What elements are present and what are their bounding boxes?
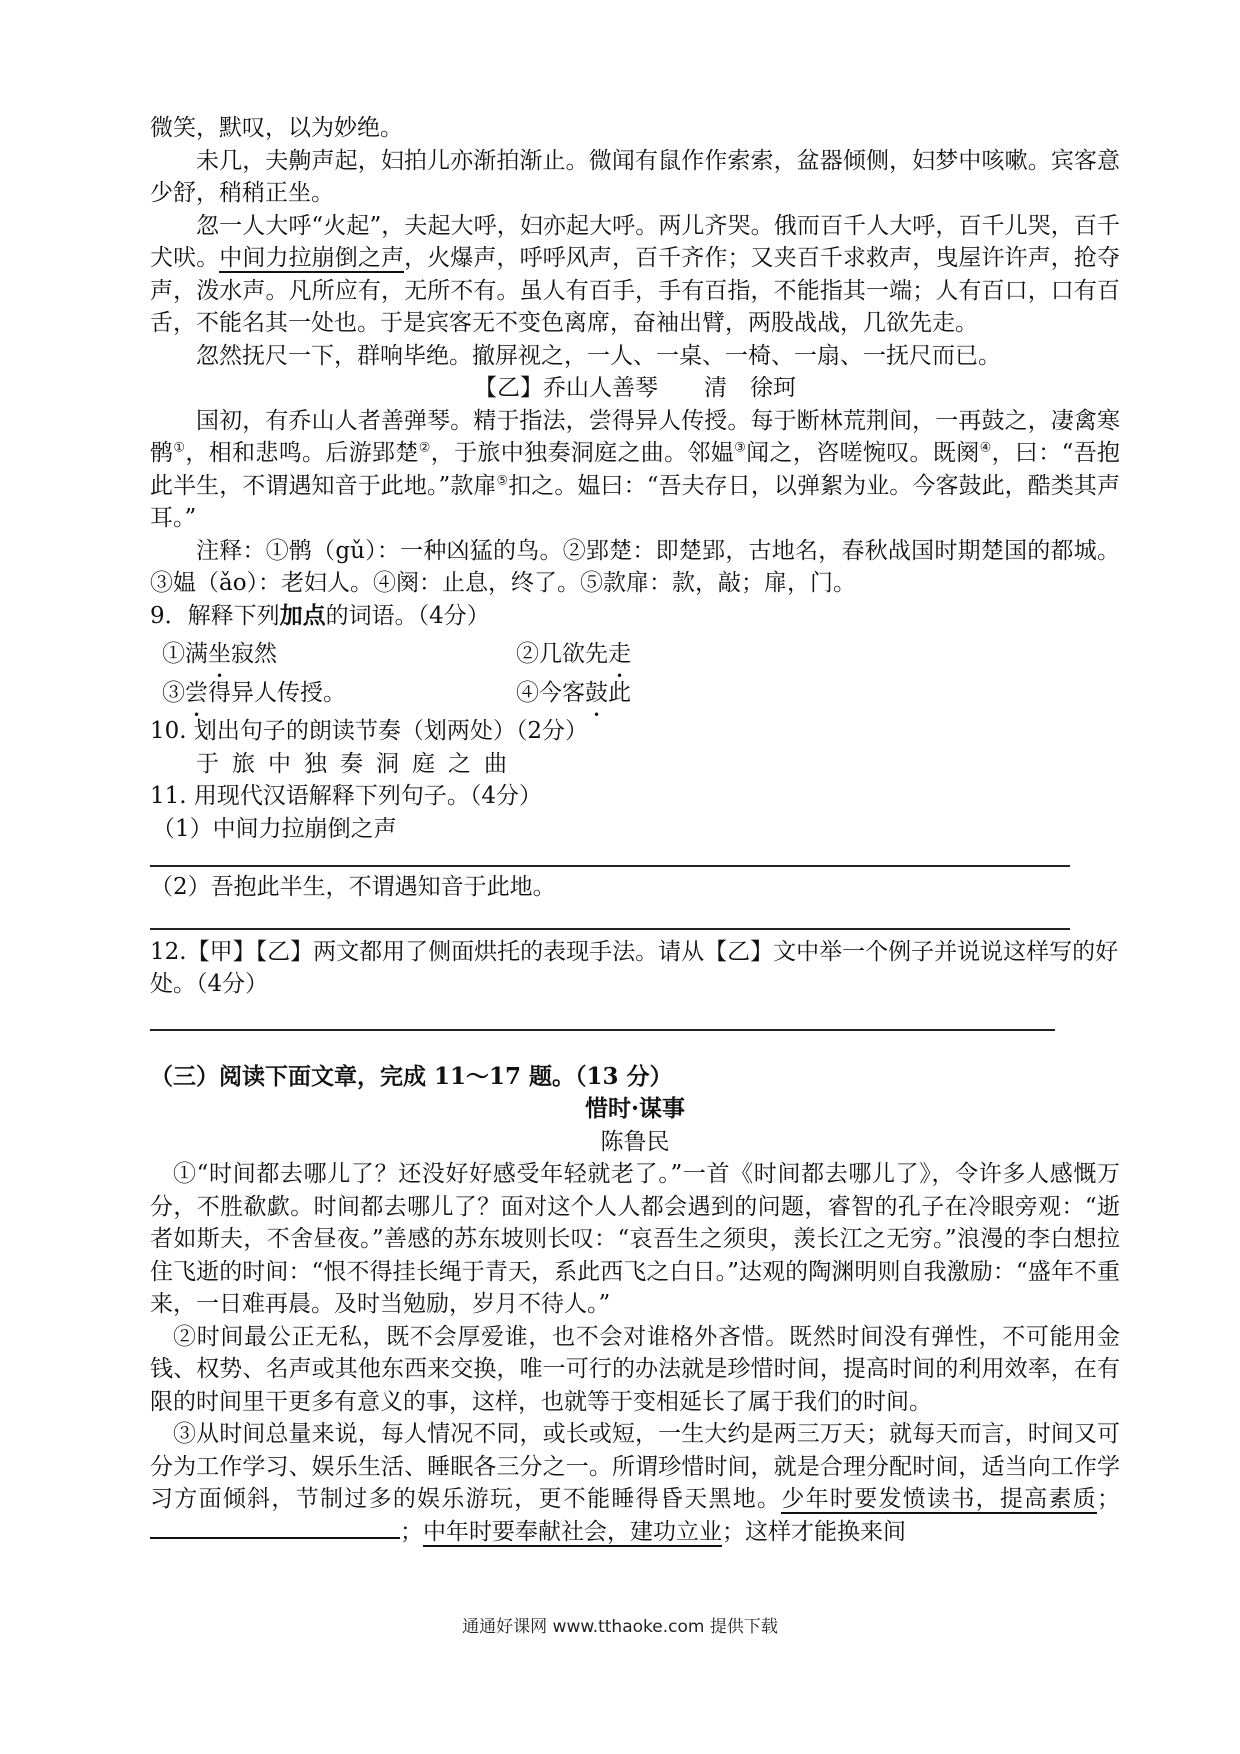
passage-a-paragraph-3: 忽然抚尺一下，群响毕绝。撤屏视之，一人、一桌、一椅、一扇、一抚尺而已。 [196,342,1001,369]
passage-a-paragraph-2: 忽一人大呼“火起”，夫起大呼，妇亦起大呼。两儿齐哭。俄而百千人大呼，百千儿哭，百千犬吠。中间力拉崩倒之声，火爆声，呼呼风声，百千齐作；又夹百千求救声，曳屋许许声，抢夺声，泼水声。凡所应有，无所不有。虽人有百手，手有百指，不能指其一端；人有百口，口有百舌，不能名其一处也。于是宾客无不变色离席，奋袖出臂，两股战战，几欲先走。 [150,212,1121,336]
underlined-phrase: 中间力拉崩倒之声 [219,245,405,271]
article-author: 陈鲁民 [600,1128,670,1155]
option-2: ②几欲先走 [516,641,631,667]
question-11-sentence-2: （2）吾抱此半生，不谓遇知音于此地。 [150,874,556,900]
option-1: ①满坐寂然 [162,641,277,667]
page-footer: 通通好课网 www.tthaoke.com 提供下载 [462,1617,778,1637]
underlined-phrase: 少年时要发愤读书，提高素质 [781,1486,1098,1512]
article-paragraph-1: ①“时间都去哪儿了？还没好好感受年轻就老了。”一首《时间都去哪儿了》，令许多人感慨万分，不胜欷歔。时间都去哪儿了？面对这个人人都会遇到的问题，睿智的孔子在冷眼旁观：“逝者如斯夫，不舍昼夜。”善感的苏东坡则长叹：“哀吾生之须臾，羡长江之无穷。”浪漫的李白想拉住飞逝的时间：“恨不得挂长绳于青天，系此西飞之白日。”达观的陶渊明则自我激励：“盛年不重来，一日难再晨。及时当勉励，岁月不待人。” [150,1161,1120,1317]
document-page [150,112,1120,1548]
passage-a-paragraph-1: 未几，夫齁声起，妇拍儿亦渐拍渐止。微闻有鼠作作索索，盆器倾侧，妇梦中咳嗽。宾客意少舒，稍稍正坐。 [150,147,1120,206]
section-3-heading: （三）阅读下面文章，完成 11～17 题。（13 分） [150,1062,673,1090]
passage-b-paragraph: 国初，有乔山人者善弹琴。精于指法，尝得异人传授。每于断林荒荆间，一再鼓之，凄禽寒鹘①，相和悲鸣。后游郢楚②，于旅中独奏洞庭之曲。邻媪③闻之，咨嗟惋叹。既阕④，曰：“吾抱此半生，不谓遇知音于此地。”款扉⑤扣之。媪曰：“吾夫存日，以弹絮为业。今客鼓此，酷类其声耳。” [150,407,1121,531]
question-9-stem: 9．解释下列加点的词语。（4分） [150,601,490,629]
question-11-stem: 11. 用现代汉语解释下列句子。（4分） [150,783,543,809]
underlined-phrase: 中年时要奉献社会，建功立业 [423,1518,722,1545]
question-11-sentence-1: （1）中间力拉崩倒之声 [152,815,397,842]
option-4: ④今客鼓此 [516,679,631,706]
answer-line-2[interactable] [150,926,1070,930]
article-paragraph-3: ③从时间总量来说，每人情况不同，或长或短，一生大约是两三万天；就每天而言，时间又可分为工作学习、娱乐生活、睡眠各三分之一。所谓珍惜时间，就是合理分配时间，适当向工作学习方面倾斜，节制过多的娱乐游玩，更不能睡得昏天黑地。少年时要发愤读书，提高素质；；中年时要奉献社会，建功立业；这样才能换来间 [150,1421,1121,1545]
passage-b-notes: 注释：①鹘（gǔ）：一种凶猛的鸟。②郢楚：即楚郢，古地名，春秋战国时期楚国的都城。③媪（ǎo）：老妇人。④阕：止息，终了。⑤款扉：款，敲；扉，门。 [150,537,1120,596]
article-title: 惜时·谋事 [584,1095,685,1122]
question-10-sentence: 于旅中独奏洞庭之曲 [196,750,520,777]
question-10-stem: 10. 划出句子的朗读节奏（划两处）（2分） [150,718,589,744]
option-3: ③尝得异人传授。 [162,679,346,706]
answer-line-1[interactable] [150,863,1070,867]
question-12-stem: 12.【甲】【乙】两文都用了侧面烘托的表现手法。请从【乙】文中举一个例子并说说这样写的好处。（4分） [150,938,1119,997]
fill-blank[interactable] [150,1519,400,1539]
passage-b-title: 【乙】乔山人善琴 清 徐珂 [474,375,796,401]
article-paragraph-2: ②时间最公正无私，既不会厚爱谁，也不会对谁格外吝惜。既然时间没有弹性，不可能用金钱、权势、名声或其他东西来交换，唯一可行的办法就是珍惜时间，提高时间的利用效率，在有限的时间里干更多有意义的事，这样，也就等于变相延长了属于我们的时间。 [150,1323,1120,1415]
question-9-options [150,638,1120,709]
passage-a-line: 微笑，默叹，以为妙绝。 [150,115,403,141]
